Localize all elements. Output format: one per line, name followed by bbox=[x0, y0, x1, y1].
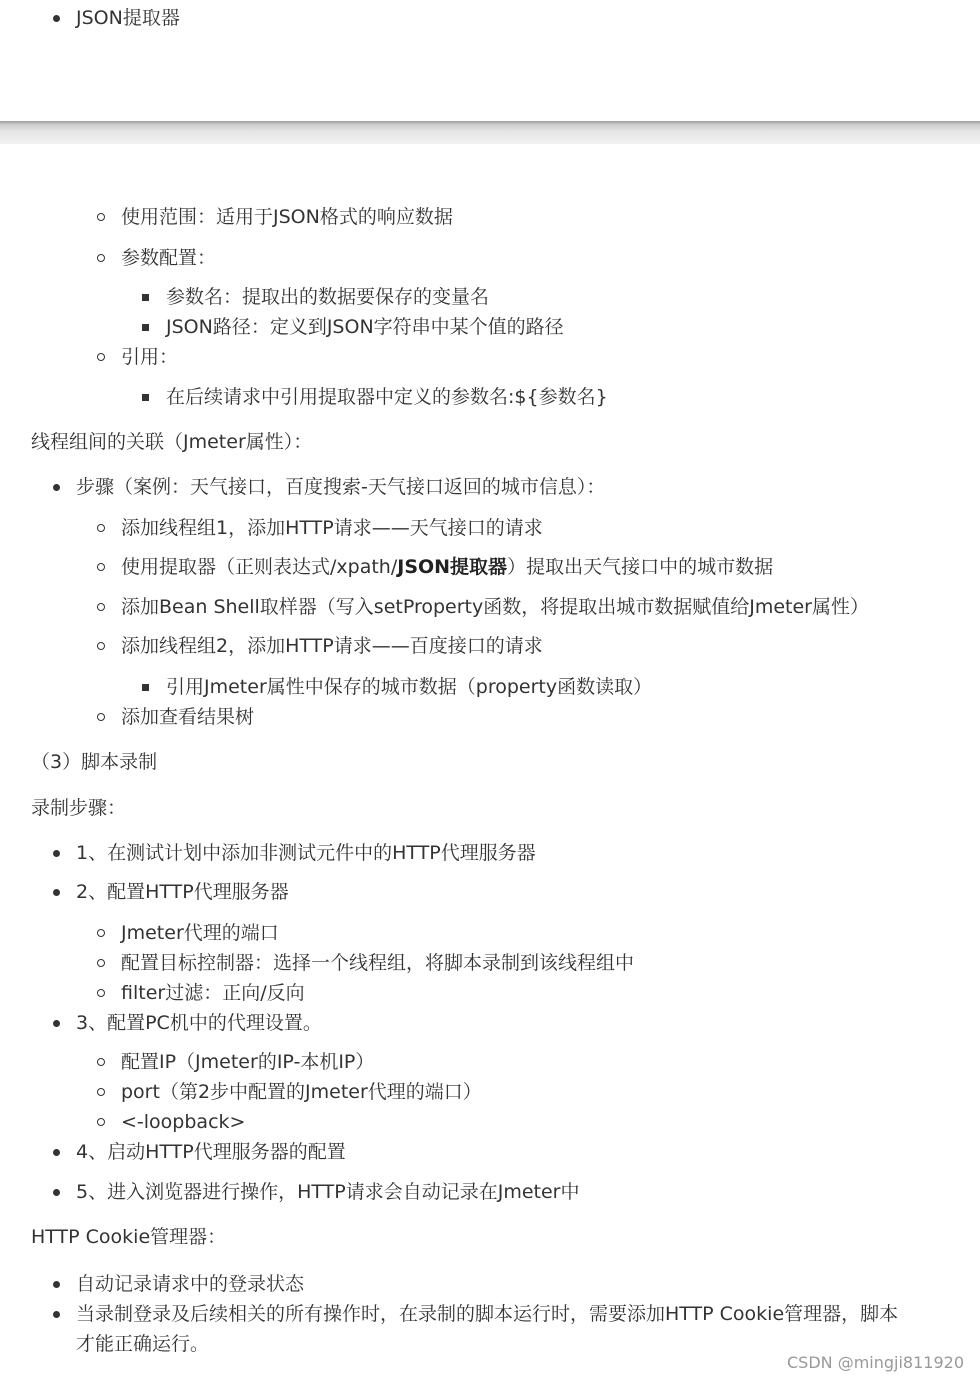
list-item-rec-1: 1、在测试计划中添加非测试元件中的HTTP代理服务器 bbox=[76, 842, 536, 864]
list-item-rec-2: 2、配置HTTP代理服务器 bbox=[76, 881, 289, 903]
list-item-params: 参数配置： bbox=[121, 247, 217, 269]
list-item-json-extractor: JSON提取器 bbox=[76, 7, 180, 29]
heading-cookie-manager: HTTP Cookie管理器： bbox=[31, 1226, 227, 1248]
list-item-rec-2c: filter过滤：正向/反向 bbox=[121, 982, 305, 1004]
list-item-rec-3a: 配置IP（Jmeter的IP-本机IP） bbox=[121, 1051, 375, 1073]
page-break-divider bbox=[0, 121, 980, 144]
step-2-prefix: 使用提取器（正则表达式/xpath/ bbox=[121, 556, 398, 578]
list-item-cookie-1: 自动记录请求中的登录状态 bbox=[76, 1273, 305, 1295]
list-item-step-1: 添加线程组1，添加HTTP请求——天气接口的请求 bbox=[121, 517, 543, 539]
heading-recording-steps: 录制步骤： bbox=[31, 797, 127, 819]
list-item-rec-2a: Jmeter代理的端口 bbox=[121, 922, 279, 944]
section-script-recording: （3）脚本录制 bbox=[31, 751, 158, 773]
list-item-rec-4: 4、启动HTTP代理服务器的配置 bbox=[76, 1141, 346, 1163]
list-item-rec-3b: port（第2步中配置的Jmeter代理的端口） bbox=[121, 1081, 482, 1103]
list-item-step-4-sub: 引用Jmeter属性中保存的城市数据（property函数读取） bbox=[166, 676, 653, 698]
list-item-usage: 使用范围：适用于JSON格式的响应数据 bbox=[121, 206, 453, 228]
list-item-steps: 步骤（案例：天气接口，百度搜索-天气接口返回的城市信息）： bbox=[76, 476, 606, 498]
heading-thread-link: 线程组间的关联（Jmeter属性）： bbox=[31, 431, 313, 453]
list-item-step-3: 添加Bean Shell取样器（写入setProperty函数，将提取出城市数据赋值给Jmeter属性） bbox=[121, 596, 869, 618]
list-item-reference: 引用： bbox=[121, 346, 179, 368]
step-2-bold: JSON提取器 bbox=[397, 556, 508, 578]
list-item-cookie-2: 当录制登录及后续相关的所有操作时，在录制的脚本运行时，需要添加HTTP Cookie管理器，脚本 bbox=[76, 1303, 899, 1325]
step-2-suffix: ）提取出天气接口中的城市数据 bbox=[507, 556, 774, 578]
list-item-cookie-2-cont: 才能正确运行。 bbox=[76, 1333, 210, 1355]
list-item-step-4: 添加线程组2，添加HTTP请求——百度接口的请求 bbox=[121, 635, 543, 657]
list-item-param-name: 参数名：提取出的数据要保存的变量名 bbox=[166, 286, 490, 308]
watermark-text: CSDN @mingji811920 bbox=[787, 1353, 964, 1372]
list-item-json-path: JSON路径：定义到JSON字符串中某个值的路径 bbox=[166, 316, 564, 338]
list-item-rec-3c: <-loopback> bbox=[121, 1111, 246, 1133]
list-item-rec-2b: 配置目标控制器：选择一个线程组，将脚本录制到该线程组中 bbox=[121, 952, 635, 974]
list-item-step-2 bbox=[121, 555, 773, 579]
list-item-reference-detail: 在后续请求中引用提取器中定义的参数名:${参数名} bbox=[166, 386, 608, 408]
list-item-step-5: 添加查看结果树 bbox=[121, 706, 255, 728]
list-item-rec-5: 5、进入浏览器进行操作，HTTP请求会自动记录在Jmeter中 bbox=[76, 1181, 580, 1203]
list-item-rec-3: 3、配置PC机中的代理设置。 bbox=[76, 1012, 322, 1034]
